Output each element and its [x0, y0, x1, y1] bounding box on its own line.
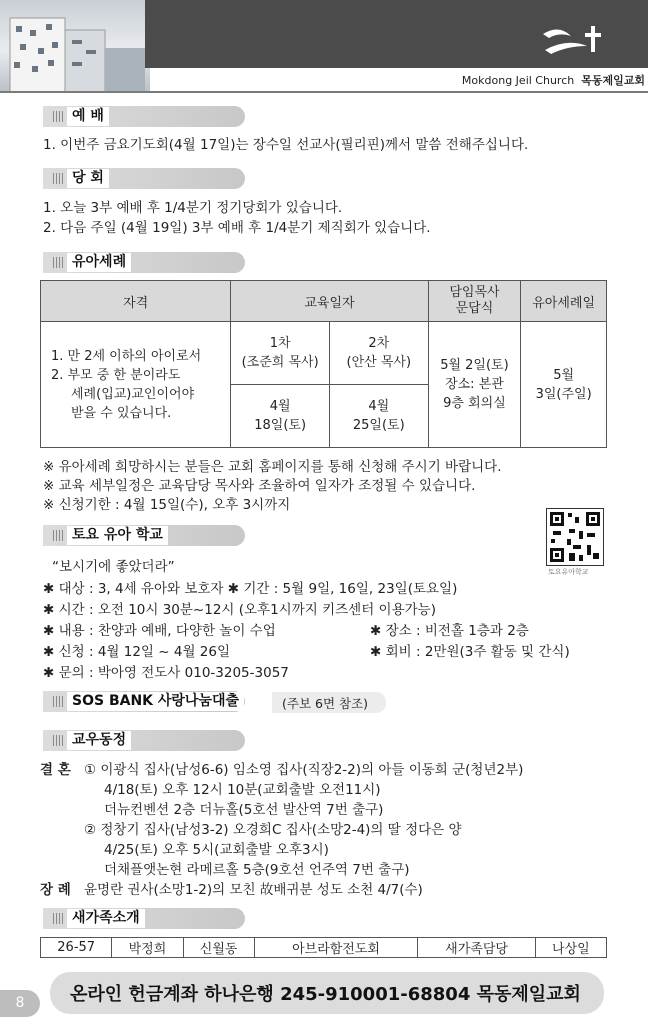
meeting-line: 2. 다음 주일 (4월 19일) 3부 예배 후 1/4분기 제직회가 있습니다.	[43, 220, 431, 236]
wedding-line: 4/18(토) 오후 12시 10분(교회출발 오전11시)	[104, 782, 381, 798]
saturday-line: ✱ 내용 : 찬양과 예배, 다양한 놀이 수업	[43, 623, 276, 639]
table-cell: 나상일	[535, 938, 606, 958]
header-divider	[0, 91, 648, 93]
meeting-line: 1. 오늘 3부 예배 후 1/4분기 정기당회가 있습니다.	[43, 200, 343, 216]
qr-caption: 토요유아학교	[548, 568, 589, 576]
offering-account: 온라인 헌금계좌 하나은행 245-910001-68804 목동제일교회	[70, 984, 581, 1005]
funeral-label: 장 례	[40, 882, 71, 898]
wedding-line: 4/25(토) 오후 5시(교회출발 오후3시)	[104, 842, 329, 858]
header	[0, 0, 648, 100]
table-header: 자격	[41, 281, 231, 322]
page-number: 8	[0, 990, 40, 1017]
baptism-day-cell: 5월 3일(주일)	[521, 322, 607, 448]
table-header: 유아세례일	[521, 281, 607, 322]
table-header: 담임목사 문답식	[428, 281, 521, 322]
saturday-fee: ✱ 회비 : 2만원(3주 활동 및 간식)	[370, 644, 570, 660]
wedding-line: 더뉴컨벤션 2층 더뉴홀(5호선 발산역 7번 출구)	[104, 802, 384, 818]
table-cell: 26-57	[41, 938, 112, 958]
baptism-note: ※ 교육 세부일정은 교육담당 목사와 조율하여 일자가 조정될 수 있습니다.	[43, 478, 476, 494]
edu-cell: 4월 18일(토)	[231, 385, 330, 448]
interview-cell: 5월 2일(토) 장소: 본관 9층 회의실	[428, 322, 521, 448]
table-row	[41, 938, 607, 958]
baptism-table	[40, 280, 607, 448]
wedding-line: 더채플앳논현 라메르홀 5층(9호선 언주역 7번 출구)	[104, 862, 410, 878]
saturday-subtitle: “보시기에 좋았더라”	[52, 559, 175, 575]
funeral-line: 윤명란 권사(소망1-2)의 모친 故배귀분 성도 소천 4/7(수)	[84, 882, 423, 898]
section-saturday-title: 토요 유아 학교	[43, 525, 245, 546]
qualification-cell: 1. 만 2세 이하의 아이로서 2. 부모 중 한 분이라도 세례(입교)교인이어야 받을 수 있습니다.	[41, 322, 231, 448]
saturday-line: ✱ 대상 : 3, 4세 유아와 보호자 ✱ 기간 : 5월 9일, 16일, 23일(토요일)	[43, 581, 458, 597]
saturday-line: ✱ 시간 : 오전 10시 30분~12시 (오후1시까지 키즈센터 이용가능)	[43, 602, 436, 618]
wedding-line: ② 정창기 집사(남성3-2) 오경희C 집사(소망2-4)의 딸 정다은 양	[84, 822, 462, 838]
church-logo-icon	[537, 20, 607, 60]
saturday-place: ✱ 장소 : 비전홀 1층과 2층	[370, 623, 529, 639]
section-baptism-title: 유아세례	[43, 252, 245, 273]
qr-code-icon[interactable]	[546, 508, 604, 566]
edu-cell: 1차 (조준희 목사)	[231, 322, 330, 385]
baptism-note: ※ 신청기한 : 4월 15일(수), 오후 3시까지	[43, 497, 291, 513]
section-sos-title: SOS BANK 사랑나눔대출	[43, 691, 245, 712]
wedding-line: ① 이광식 집사(남성6-6) 임소영 집사(직장2-2)의 아들 이동희 군(청년2부)	[84, 762, 524, 778]
section-worship-title: 예 배	[43, 106, 245, 127]
sos-note: (주보 6면 참조)	[282, 696, 369, 711]
section-family-title: 새가족소개	[43, 908, 245, 929]
table-cell: 새가족담당	[418, 938, 535, 958]
church-name: Mokdong Jeil Church 목동제일교회	[461, 74, 645, 87]
section-news-title: 교우동정	[43, 730, 245, 751]
table-header: 교육일자	[231, 281, 428, 322]
edu-cell: 2차 (안산 목사)	[329, 322, 428, 385]
saturday-line: ✱ 신청 : 4월 12일 ~ 4월 26일	[43, 644, 230, 660]
table-cell: 아브라함전도회	[254, 938, 418, 958]
table-cell: 신월동	[183, 938, 254, 958]
wedding-label: 결 혼	[40, 762, 71, 778]
table-cell: 박정희	[112, 938, 183, 958]
worship-line: 1. 이번주 금요기도회(4월 17일)는 장수일 선교사(필리핀)께서 말씀 전해주십니다.	[43, 137, 529, 153]
baptism-note: ※ 유아세례 희망하시는 분들은 교회 홈페이지를 통해 신청해 주시기 바랍니다.	[43, 459, 502, 475]
saturday-line: ✱ 문의 : 박아영 전도사 010-3205-3057	[43, 665, 289, 681]
section-meeting-title: 당 회	[43, 168, 245, 189]
edu-cell: 4월 25일(토)	[329, 385, 428, 448]
new-family-table	[40, 937, 607, 958]
church-building-photo	[0, 0, 150, 92]
